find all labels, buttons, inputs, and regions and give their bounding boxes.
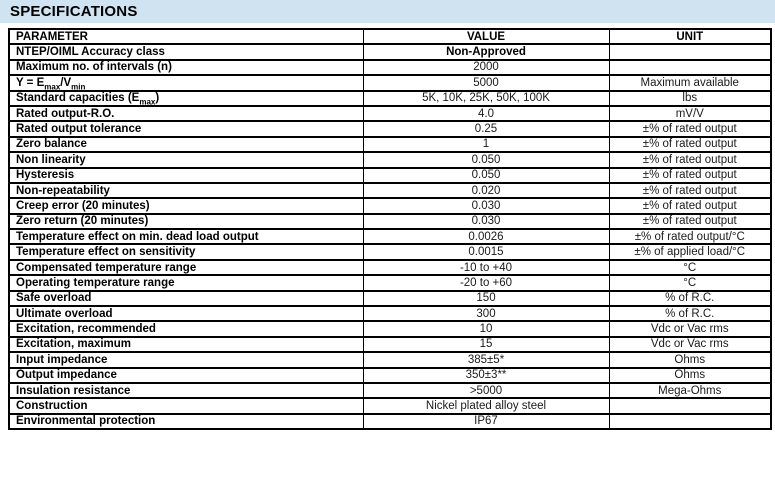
param-cell: Hysteresis: [9, 168, 363, 183]
unit-cell: ±% of rated output: [609, 121, 771, 136]
param-cell: Construction: [9, 398, 363, 413]
value-cell: 350±3**: [363, 368, 609, 383]
table-row: [9, 244, 771, 259]
table-row: [9, 137, 771, 152]
value-cell: 0.050: [363, 152, 609, 167]
value-cell: Nickel plated alloy steel: [363, 398, 609, 413]
column-header-value: VALUE: [363, 29, 609, 44]
value-cell: 4.0: [363, 106, 609, 121]
unit-cell: [609, 60, 771, 75]
table-row: [9, 198, 771, 213]
table-header-row: [9, 29, 771, 44]
value-cell: 0.030: [363, 198, 609, 213]
value-cell: 10: [363, 321, 609, 336]
specifications-title-bar: [0, 0, 775, 23]
value-cell: 2000: [363, 60, 609, 75]
table-row: [9, 260, 771, 275]
table-row: [9, 183, 771, 198]
value-cell: -10 to +40: [363, 260, 609, 275]
table-row: [9, 414, 771, 429]
param-cell: Zero return (20 minutes): [9, 214, 363, 229]
unit-cell: ±% of rated output/°C: [609, 229, 771, 244]
table-row: [9, 91, 771, 106]
table-row: [9, 106, 771, 121]
value-cell: 0.25: [363, 121, 609, 136]
param-cell: Safe overload: [9, 291, 363, 306]
unit-cell: Vdc or Vac rms: [609, 337, 771, 352]
page-title: SPECIFICATIONS: [10, 3, 138, 20]
unit-cell: °C: [609, 275, 771, 290]
table-row: [9, 352, 771, 367]
unit-cell: Maximum available: [609, 75, 771, 90]
param-cell: Excitation, maximum: [9, 337, 363, 352]
value-cell: 0.050: [363, 168, 609, 183]
param-cell: $Y = E_{max}/V_{min}$: [9, 75, 363, 90]
value-cell: 300: [363, 306, 609, 321]
unit-cell: % of R.C.: [609, 306, 771, 321]
unit-cell: Mega-Ohms: [609, 383, 771, 398]
value-cell: Non-Approved: [363, 44, 609, 59]
value-cell: 15: [363, 337, 609, 352]
param-cell: Temperature effect on sensitivity: [9, 244, 363, 259]
column-header-parameter: PARAMETER: [9, 29, 363, 44]
table-row: [9, 337, 771, 352]
value-cell: 5K, 10K, 25K, 50K, 100K: [363, 91, 609, 106]
unit-cell: [609, 414, 771, 429]
unit-cell: ±% of rated output: [609, 183, 771, 198]
param-cell: Operating temperature range: [9, 275, 363, 290]
unit-cell: lbs: [609, 91, 771, 106]
table-row: [9, 383, 771, 398]
specifications-table: [8, 28, 772, 430]
param-cell: NTEP/OIML Accuracy class: [9, 44, 363, 59]
param-cell: Ultimate overload: [9, 306, 363, 321]
table-row: [9, 291, 771, 306]
param-cell: Maximum no. of intervals (n): [9, 60, 363, 75]
value-cell: 385±5*: [363, 352, 609, 367]
table-row: [9, 152, 771, 167]
param-cell: Standard capacities $(E_{max})$: [9, 91, 363, 106]
param-cell: Output impedance: [9, 368, 363, 383]
param-cell: Excitation, recommended: [9, 321, 363, 336]
unit-cell: °C: [609, 260, 771, 275]
unit-cell: [609, 44, 771, 59]
param-cell: Non-repeatability: [9, 183, 363, 198]
table-row: [9, 168, 771, 183]
table-row: [9, 75, 771, 90]
table-row: [9, 214, 771, 229]
unit-cell: Ohms: [609, 352, 771, 367]
param-cell: Rated output-R.O.: [9, 106, 363, 121]
value-cell: 1: [363, 137, 609, 152]
value-cell: 0.030: [363, 214, 609, 229]
table-row: [9, 121, 771, 136]
param-cell: Rated output tolerance: [9, 121, 363, 136]
table-row: [9, 306, 771, 321]
column-header-unit: UNIT: [609, 29, 771, 44]
value-cell: 0.020: [363, 183, 609, 198]
unit-cell: ±% of rated output: [609, 137, 771, 152]
table-row: [9, 368, 771, 383]
param-cell: Creep error (20 minutes): [9, 198, 363, 213]
param-cell: Environmental protection: [9, 414, 363, 429]
unit-cell: % of R.C.: [609, 291, 771, 306]
table-row: [9, 321, 771, 336]
param-cell: Insulation resistance: [9, 383, 363, 398]
value-cell: 150: [363, 291, 609, 306]
unit-cell: Ohms: [609, 368, 771, 383]
unit-cell: [609, 398, 771, 413]
param-cell: Input impedance: [9, 352, 363, 367]
param-cell: Non linearity: [9, 152, 363, 167]
unit-cell: ±% of applied load/°C: [609, 244, 771, 259]
unit-cell: mV/V: [609, 106, 771, 121]
unit-cell: Vdc or Vac rms: [609, 321, 771, 336]
table-row: [9, 60, 771, 75]
value-cell: >5000: [363, 383, 609, 398]
table-row: [9, 229, 771, 244]
spec-table-body: [9, 44, 771, 429]
unit-cell: ±% of rated output: [609, 198, 771, 213]
param-cell: Compensated temperature range: [9, 260, 363, 275]
unit-cell: ±% of rated output: [609, 214, 771, 229]
param-cell: Temperature effect on min. dead load output: [9, 229, 363, 244]
param-cell: Zero balance: [9, 137, 363, 152]
value-cell: 5000: [363, 75, 609, 90]
unit-cell: ±% of rated output: [609, 168, 771, 183]
table-row: [9, 44, 771, 59]
unit-cell: ±% of rated output: [609, 152, 771, 167]
value-cell: -20 to +60: [363, 275, 609, 290]
value-cell: 0.0026: [363, 229, 609, 244]
table-row: [9, 275, 771, 290]
value-cell: 0.0015: [363, 244, 609, 259]
value-cell: IP67: [363, 414, 609, 429]
table-row: [9, 398, 771, 413]
